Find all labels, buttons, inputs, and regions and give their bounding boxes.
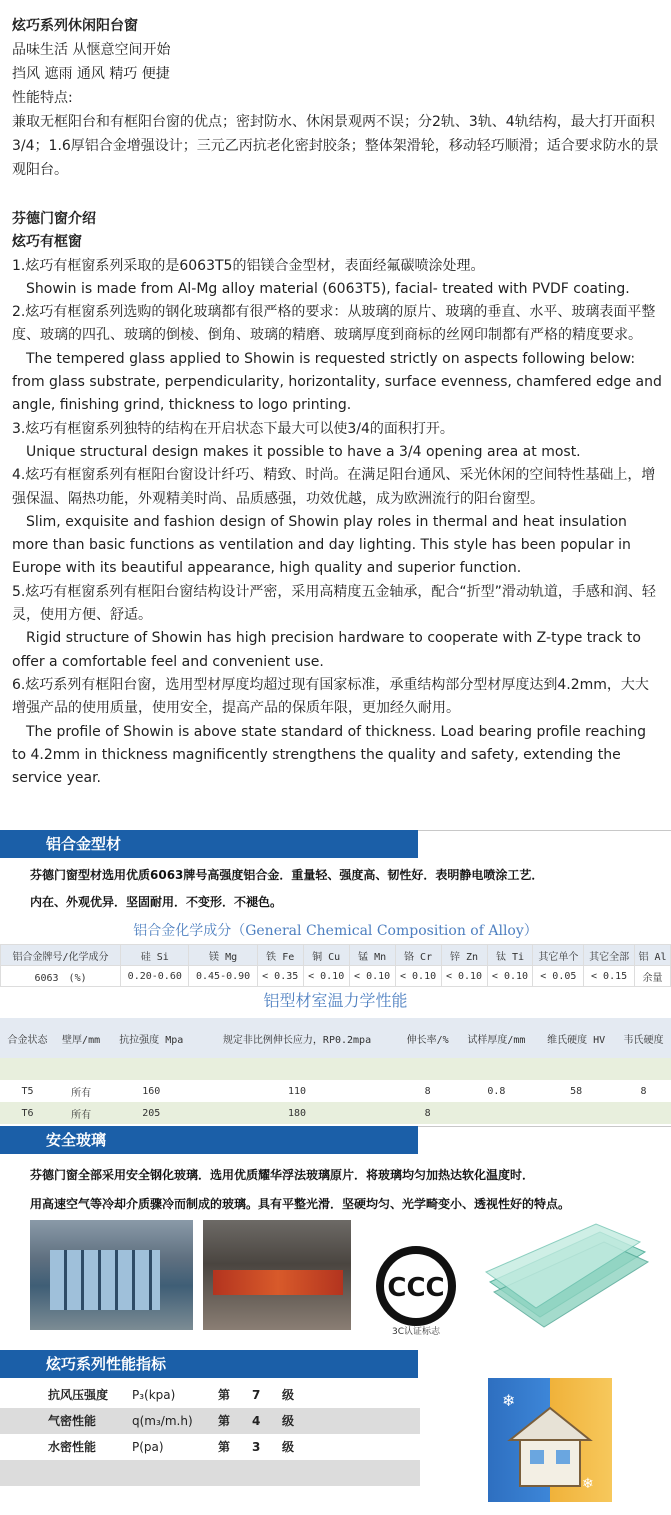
composition-cell: < 0.10 [487, 966, 533, 987]
mech-cell [536, 1102, 616, 1124]
mech-header-cell: 试样厚度/mm [467, 1034, 526, 1046]
intro-features: 挡风 遮雨 通风 精巧 便捷 [12, 66, 170, 82]
perf-di: 第 [218, 1414, 231, 1428]
perf-row [0, 1434, 420, 1460]
perf-level: 4 [252, 1414, 261, 1428]
alloy-desc-2: 内在、外观优异．坚固耐用．不变形．不褪色。 [30, 895, 283, 909]
p1-en: Showin is made from Al-Mg alloy material (6063T5), facial- treated with PVDF coating. [26, 280, 630, 297]
mech-title: 铝型材室温力学性能 [263, 991, 408, 1010]
svg-text:CCC: CCC [387, 1273, 445, 1303]
intro-title: 炫巧系列休闲阳台窗 [12, 18, 138, 34]
composition-header-cell: 其它全部 [584, 945, 635, 966]
perf-di: 第 [218, 1440, 231, 1454]
composition-header-cell: 硅 Si [121, 945, 189, 966]
composition-title: 铝合金化学成分（General Chemical Composition of Alloy） [133, 923, 538, 939]
mech-header-cell: 抗拉强度 Mpa [119, 1034, 184, 1046]
p5-en: Rigid structure of Showin has high precision hardware to cooperate with Z-type track to offer a comfortable feel and convenient use. [12, 630, 641, 670]
mech-cell [616, 1102, 671, 1124]
composition-table [0, 944, 671, 987]
composition-header-cell: 铁 Fe [257, 945, 303, 966]
perf-level: 7 [252, 1388, 261, 1402]
ccc-logo [372, 1246, 460, 1334]
composition-cell: < 0.10 [395, 966, 441, 987]
mech-cell: 110 [287, 1085, 307, 1097]
performance-bar: 炫巧系列性能指标 [0, 1350, 418, 1378]
glass-desc-1: 芬德门窗全部采用安全钢化玻璃．选用优质耀华浮法玻璃原片．将玻璃均匀加热达软化温度时． [30, 1168, 535, 1182]
perf-unit: P₃(kpa) [132, 1388, 176, 1402]
p6-en: The profile of Showin is above state standard of thickness. Load bearing profile reaching to 4.2mm in thickness magnificently strengthens the quality and safety, extending the service year. [12, 723, 647, 787]
composition-header-cell: 锰 Mn [349, 945, 395, 966]
perf-row-empty [0, 1460, 420, 1486]
composition-cell: < 0.10 [349, 966, 395, 987]
intro-slogan: 品味生活 从惬意空间开始 [12, 42, 171, 58]
perf-row [0, 1382, 420, 1408]
product-title: 炫巧有框窗 [12, 234, 82, 251]
p3-cn: 3.炫巧有框窗系列独特的结构在开启状态下最大可以使3/4的面积打开。 [12, 420, 454, 437]
composition-header-cell: 铜 Cu [303, 945, 349, 966]
perf-row [0, 1408, 420, 1434]
svg-text:❄: ❄ [502, 1391, 516, 1410]
mech-cell: 所有 [71, 1109, 92, 1121]
mech-cell: T5 [21, 1085, 34, 1097]
company-title: 芬德门窗介绍 [12, 211, 96, 227]
composition-cell: < 0.35 [257, 966, 303, 987]
perf-name: 抗风压强度 [48, 1388, 109, 1402]
perf-unit: q(m₃/m.h) [132, 1414, 193, 1428]
detail-section [12, 208, 662, 790]
perf-ji: 级 [282, 1440, 295, 1454]
p5-cn: 5.炫巧有框窗系列有框阳台窗结构设计严密，采用高精度五金轴承，配合“折型”滑动轨道，手感和润、轻灵，使用方便、舒适。 [12, 583, 656, 624]
composition-header-cell: 铬 Cr [395, 945, 441, 966]
glass-desc-2: 用高速空气等冷却介质骤冷而制成的玻璃。具有平整光滑．坚硬均匀、光学畸变小、透视性好的特点。 [30, 1197, 571, 1211]
p4-cn: 4.炫巧有框窗系列有框阳台窗设计纤巧、精致、时尚。在满足阳台通风、采光休闲的空间特性基础上，增强保温、隔热功能，外观精美时尚、品质感强，功效优越，成为欧洲流行的阳台窗型。 [12, 467, 656, 507]
perf-level: 3 [252, 1440, 261, 1454]
glass-bar: 安全玻璃 [0, 1126, 418, 1154]
composition-header-cell: 钛 Ti [487, 945, 533, 966]
alloy-bar: 铝合金型材 [0, 830, 418, 858]
perf-di: 第 [218, 1388, 231, 1402]
composition-header-cell: 铝合金牌号/化学成分 [1, 945, 121, 966]
mech-cell: 58 [570, 1085, 583, 1097]
glass-sheets-image [480, 1222, 652, 1330]
divider [418, 1126, 671, 1127]
mech-header-cell: 韦氏硬度 [623, 1034, 664, 1046]
composition-header-cell: 其它单个 [533, 945, 584, 966]
p1-cn: 1.炫巧有框窗系列采取的是6063T5的铝镁合金型材，表面经氟碳喷涂处理。 [12, 257, 485, 274]
mech-table [0, 1018, 671, 1124]
p4-en: Slim, exquisite and fashion design of Showin play roles in thermal and heat insulation more than basic functions as ventilation and day lighting. This style has been popular in Europe with its beautiful appearance, high quality and superior function. [12, 513, 631, 577]
perf-label: 性能特点: [12, 90, 73, 106]
composition-cell: < 0.05 [533, 966, 584, 987]
mech-header-cell: 规定非比例伸长应力，RP0.2mpa [222, 1034, 372, 1046]
mech-cell: 180 [287, 1107, 307, 1119]
intro-section [12, 14, 662, 182]
mech-cell: T6 [21, 1107, 34, 1119]
house-illustration [488, 1378, 612, 1502]
mech-header-cell: 伸长率/% [406, 1034, 449, 1046]
perf-ji: 级 [282, 1388, 295, 1402]
perf-name: 气密性能 [48, 1414, 97, 1428]
perf-unit: P(pa) [132, 1440, 164, 1454]
composition-header-cell: 镁 Mg [189, 945, 257, 966]
composition-cell: 余量 [634, 966, 670, 987]
mech-header-cell: 壁厚/mm [62, 1034, 101, 1046]
mech-cell: 205 [142, 1107, 161, 1119]
divider [418, 830, 671, 831]
composition-cell: 0.45-0.90 [189, 966, 257, 987]
perf-text: 兼取无框阳台和有框阳台窗的优点；密封防水、休闲景观两不误；分2轨、3轨、4轨结构，最大打开面积3/4；1.6厚铝合金增强设计；三元乙丙抗老化密封胶条；整体架滑轮，移动轻巧顺滑；适合要求防水的景观阳台。 [12, 114, 659, 178]
svg-text:❄: ❄ [582, 1476, 594, 1492]
composition-cell: 6063 (%) [1, 966, 121, 987]
p3-en: Unique structural design makes it possible to have a 3/4 opening area at most. [26, 443, 581, 460]
composition-header-cell: 铝 Al [634, 945, 670, 966]
performance-table [0, 1382, 420, 1486]
composition-cell: 0.20-0.60 [121, 966, 189, 987]
mech-cell: 0.8 [487, 1085, 506, 1097]
p2-cn: 2.炫巧有框窗系列选购的钢化玻璃都有很严格的要求：从玻璃的原片、玻璃的垂直、水平、玻璃表面平整度、玻璃的四孔、玻璃的倒棱、倒角、玻璃的精磨、玻璃厚度到商标的丝网印制都有严格的精度要求。 [12, 304, 656, 344]
mech-header-cell: 维氏硬度 HV [547, 1034, 606, 1046]
perf-name: 水密性能 [48, 1440, 97, 1454]
p6-cn: 6.炫巧系列有框阳台窗，选用型材厚度均超过现有国家标准，承重结构部分型材厚度达到4.2mm，大大增强产品的使用质量，使用安全，提高产品的保质年限，更加经久耐用。 [12, 676, 649, 717]
alloy-desc-1: 芬德门窗型材选用优质6063牌号高强度铝合金．重量轻、强度高、韧性好．表明静电喷涂工艺． [30, 868, 544, 882]
factory-photo-1 [30, 1220, 193, 1330]
mech-cell: 8 [424, 1085, 431, 1097]
mech-cell: 8 [640, 1085, 647, 1097]
mech-cell: 160 [142, 1085, 161, 1097]
mech-cell [457, 1102, 537, 1124]
perf-ji: 级 [282, 1414, 295, 1428]
ccc-caption: 3C认证标志 [392, 1327, 441, 1337]
mech-cell: 8 [424, 1107, 431, 1119]
composition-header-cell: 锌 Zn [441, 945, 487, 966]
composition-cell: < 0.10 [441, 966, 487, 987]
factory-photo-2 [203, 1220, 351, 1330]
p2-en: The tempered glass applied to Showin is requested strictly on aspects following below: from glass substrate, perpendicularity, horizontality, surface evenness, chamfered edge and angle, finishing grind, thickness to logo printing. [12, 350, 662, 414]
mech-cell: 所有 [71, 1087, 92, 1099]
composition-cell: < 0.10 [303, 966, 349, 987]
composition-cell: < 0.15 [584, 966, 635, 987]
mech-header-cell: 合金状态 [7, 1034, 48, 1046]
